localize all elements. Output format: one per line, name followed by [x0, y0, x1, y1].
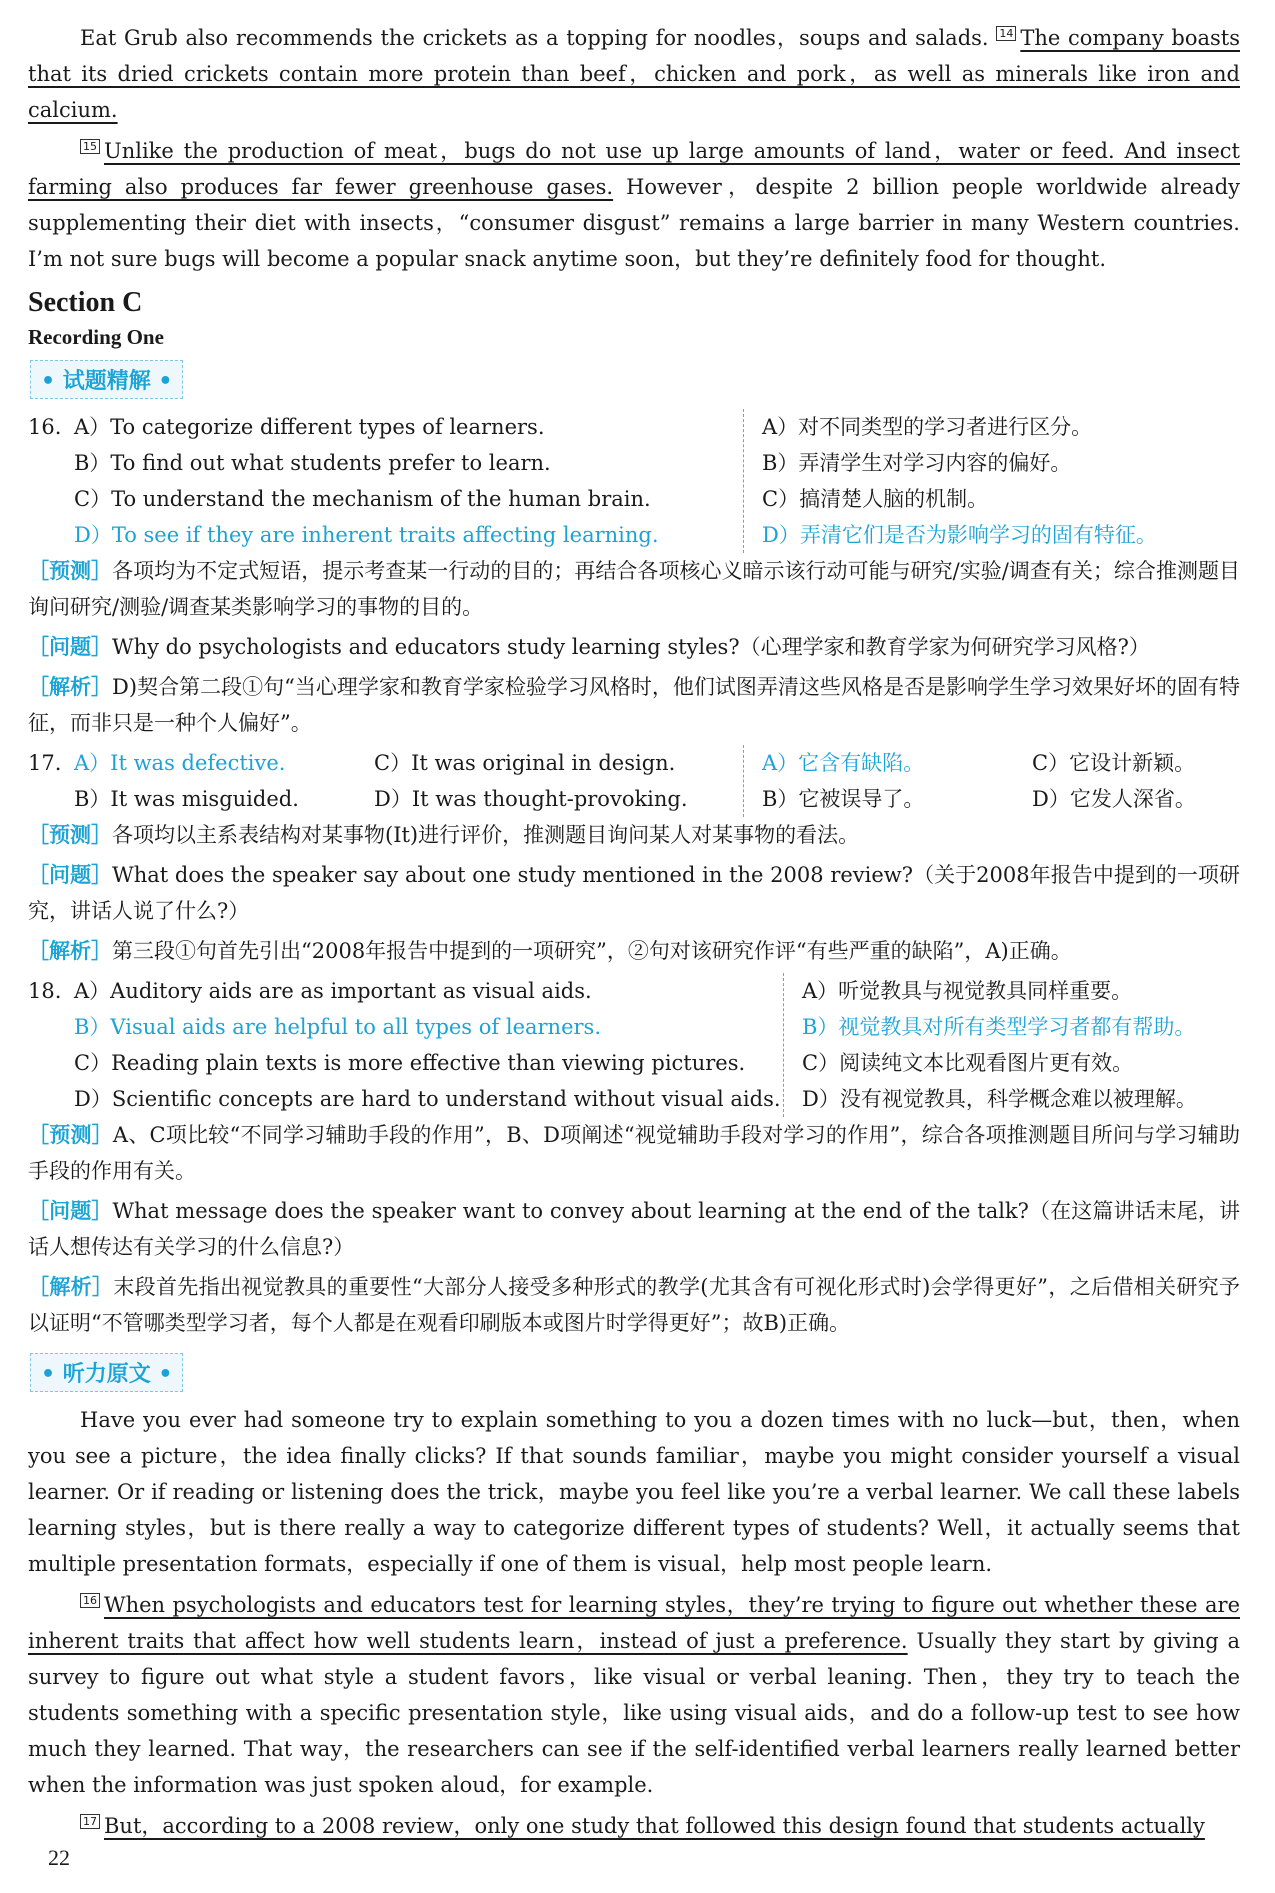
- tag-transcript: • 听力原文 •: [30, 1353, 183, 1392]
- q16-options-en: [28, 409, 743, 553]
- marker-17: 17: [80, 1814, 100, 1829]
- label-predict: ［预测］: [28, 1123, 113, 1147]
- q17-analysis: ［解析］第三段①句首先引出“2008年报告中提到的一项研究”，②句对该研究作评“有些严重的缺陷”，A)正确。: [28, 939, 1072, 963]
- q18-question: ［问题］What message does the speaker want to convey about learning at the end of the talk?（在这篇讲话末尾，讲话人想传达有关学习的什么信息?）: [28, 1199, 1241, 1259]
- q17-options-en: [28, 745, 743, 817]
- intro-p1-text: Eat Grub also recommends the crickets as a topping for noodles，soups and salads.: [80, 26, 989, 50]
- transcript-p3-underlined: But，according to a 2008 review，only one study that followed this design found that students actually: [104, 1814, 1205, 1838]
- marker-15: 15: [80, 139, 100, 154]
- label-question: ［问题］: [28, 863, 113, 887]
- page-number: 22: [48, 1845, 70, 1870]
- q18-zh-b: B）视觉教具对所有类型学习者都有帮助。: [802, 1015, 1196, 1039]
- q17-option-d: D）It was thought-provoking.: [374, 787, 688, 811]
- q16-zh-b: B）弄清学生对学习内容的偏好。: [762, 451, 1072, 475]
- q16-options-zh: [743, 409, 1240, 553]
- label-analysis: ［解析］: [28, 675, 113, 699]
- tag-question-analysis: • 试题精解 •: [30, 360, 183, 399]
- q16-question: ［问题］Why do psychologists and educators study learning styles?（心理学家和教育学家为何研究学习风格?）: [28, 635, 1150, 659]
- q17-predict: ［预测］各项均以主系表结构对某事物(It)进行评价，推测题目询问某人对某事物的看法。: [28, 823, 860, 847]
- q18-option-a: A）Auditory aids are as important as visual aids.: [74, 979, 592, 1003]
- label-predict: ［预测］: [28, 823, 112, 847]
- q18-option-d: D）Scientific concepts are hard to understand without visual aids.: [74, 1087, 781, 1111]
- label-question: ［问题］: [28, 635, 112, 659]
- q16-zh-d: D）弄清它们是否为影响学习的固有特征。: [762, 523, 1157, 547]
- q18-zh-a: A）听觉教具与视觉教具同样重要。: [802, 979, 1133, 1003]
- q16-option-d: D）To see if they are inherent traits affecting learning.: [74, 523, 659, 547]
- intro-p2-underlined: Unlike the production of meat，bugs do not use up large amounts of land，water or feed. And insect farming also produces far fewer greenhouse gases.: [28, 139, 1240, 199]
- q18-zh-c: C）阅读纯文本比观看图片更有效。: [802, 1051, 1134, 1075]
- marker-16: 16: [80, 1593, 100, 1608]
- label-predict: ［预测］: [28, 559, 113, 583]
- label-analysis: ［解析］: [28, 1275, 114, 1299]
- q16-option-a: A）To categorize different types of learners.: [74, 415, 545, 439]
- q17-option-c: C）It was original in design.: [374, 751, 676, 775]
- q17-zh-b: B）它被误导了。: [762, 787, 925, 811]
- transcript-paragraph-2: [28, 1587, 1240, 1803]
- transcript-p2-underlined: When psychologists and educators test for learning styles，they’re trying to figure out whether these are inherent traits that affect how well students learn，instead of just a preference.: [28, 1593, 1240, 1653]
- q16-analysis: ［解析］D)契合第二段①句“当心理学家和教育学家检验学习风格时，他们试图弄清这些风格是否是影响学生学习效果好坏的固有特征，而非只是一种个人偏好”。: [28, 675, 1241, 735]
- transcript-paragraph-1: Have you ever had someone try to explain something to you a dozen times with no luck—but，then，when you see a picture，the idea finally clicks? If that sounds familiar，maybe you might consider yourself a visual learner. Or if reading or listening does the trick，maybe you feel like you’re a verbal learner. We call these labels learning styles，but is there really a way to categorize different types of students? Well，it actually seems that multiple presentation formats，especially if one of them is visual，help most people learn.: [28, 1408, 1240, 1576]
- intro-paragraph-1: [28, 20, 1240, 128]
- marker-14: 14: [996, 26, 1016, 41]
- intro-p1-underlined: The company boasts that its dried crickets contain more protein than beef，chicken and pork，as well as minerals like iron and calcium.: [28, 26, 1241, 122]
- transcript-paragraph-3: [28, 1808, 1240, 1844]
- q16-option-c: C）To understand the mechanism of the human brain.: [74, 487, 651, 511]
- q16-option-b: B）To find out what students prefer to learn.: [74, 451, 551, 475]
- question-17: [28, 745, 1240, 817]
- q18-analysis: ［解析］末段首先指出视觉教具的重要性“大部分人接受多种形式的教学(尤其含有可视化形式时)会学得更好”，之后借相关研究予以证明“不管哪类型学习者，每个人都是在观看印刷版本或图片时学得更好”；故B)正确。: [28, 1275, 1241, 1335]
- q16-number: 16.: [28, 415, 62, 439]
- label-question: ［问题］: [28, 1199, 113, 1223]
- q18-options-zh: [783, 973, 1240, 1117]
- question-16: [28, 409, 1240, 553]
- question-18: [28, 973, 1240, 1117]
- q16-zh-a: A）对不同类型的学习者进行区分。: [762, 415, 1093, 439]
- label-analysis: ［解析］: [28, 939, 112, 963]
- q17-question: ［问题］What does the speaker say about one study mentioned in the 2008 review?（关于2008年报告中提到的一项研究，讲话人说了什么?）: [28, 863, 1241, 923]
- q17-zh-a: A）它含有缺陷。: [762, 751, 925, 775]
- transcript-p2-text: Usually they start by giving a survey to figure out what style a student favors，like visual or verbal leaning. Then，they try to teach the students something with a specific presentation style，like using visual aids，and do a follow-up test to see how much they learned. That way，the researchers can see if the self-identified verbal learners really learned better when the information was just spoken aloud，for example.: [28, 1629, 1241, 1797]
- intro-paragraph-2: [28, 133, 1240, 277]
- section-title: Section C: [28, 287, 143, 318]
- q16-zh-c: C）搞清楚人脑的机制。: [762, 487, 989, 511]
- q17-option-b: B）It was misguided.: [74, 787, 299, 811]
- q17-option-a: A）It was defective.: [74, 751, 286, 775]
- q18-option-c: C）Reading plain texts is more effective than viewing pictures.: [74, 1051, 746, 1075]
- q18-zh-d: D）没有视觉教具，科学概念难以被理解。: [802, 1087, 1197, 1111]
- q18-option-b: B）Visual aids are helpful to all types of learners.: [74, 1015, 601, 1039]
- recording-title: Recording One: [28, 325, 164, 349]
- q17-number: 17.: [28, 751, 62, 775]
- q17-zh-c: C）它设计新颖。: [1032, 751, 1196, 775]
- intro-p2-text: However，despite 2 billion people worldwide already supplementing their diet with insects，“consumer disgust” remains a large barrier in many Western countries. I’m not sure bugs will become a popular snack anytime soon，but they’re definitely food for thought.: [28, 175, 1240, 271]
- q16-predict: ［预测］各项均为不定式短语，提示考查某一行动的目的；再结合各项核心义暗示该行动可能与研究/实验/调查有关；综合推测题目询问研究/测验/调查某类影响学习的事物的目的。: [28, 559, 1240, 619]
- q17-zh-d: D）它发人深省。: [1032, 787, 1196, 811]
- q18-predict: ［预测］A、C项比较“不同学习辅助手段的作用”，B、D项阐述“视觉辅助手段对学习的作用”，综合各项推测题目所问与学习辅助手段的作用有关。: [28, 1123, 1240, 1183]
- q18-number: 18.: [28, 979, 62, 1003]
- q17-options-zh: [743, 745, 1240, 817]
- q18-options-en: [28, 973, 783, 1117]
